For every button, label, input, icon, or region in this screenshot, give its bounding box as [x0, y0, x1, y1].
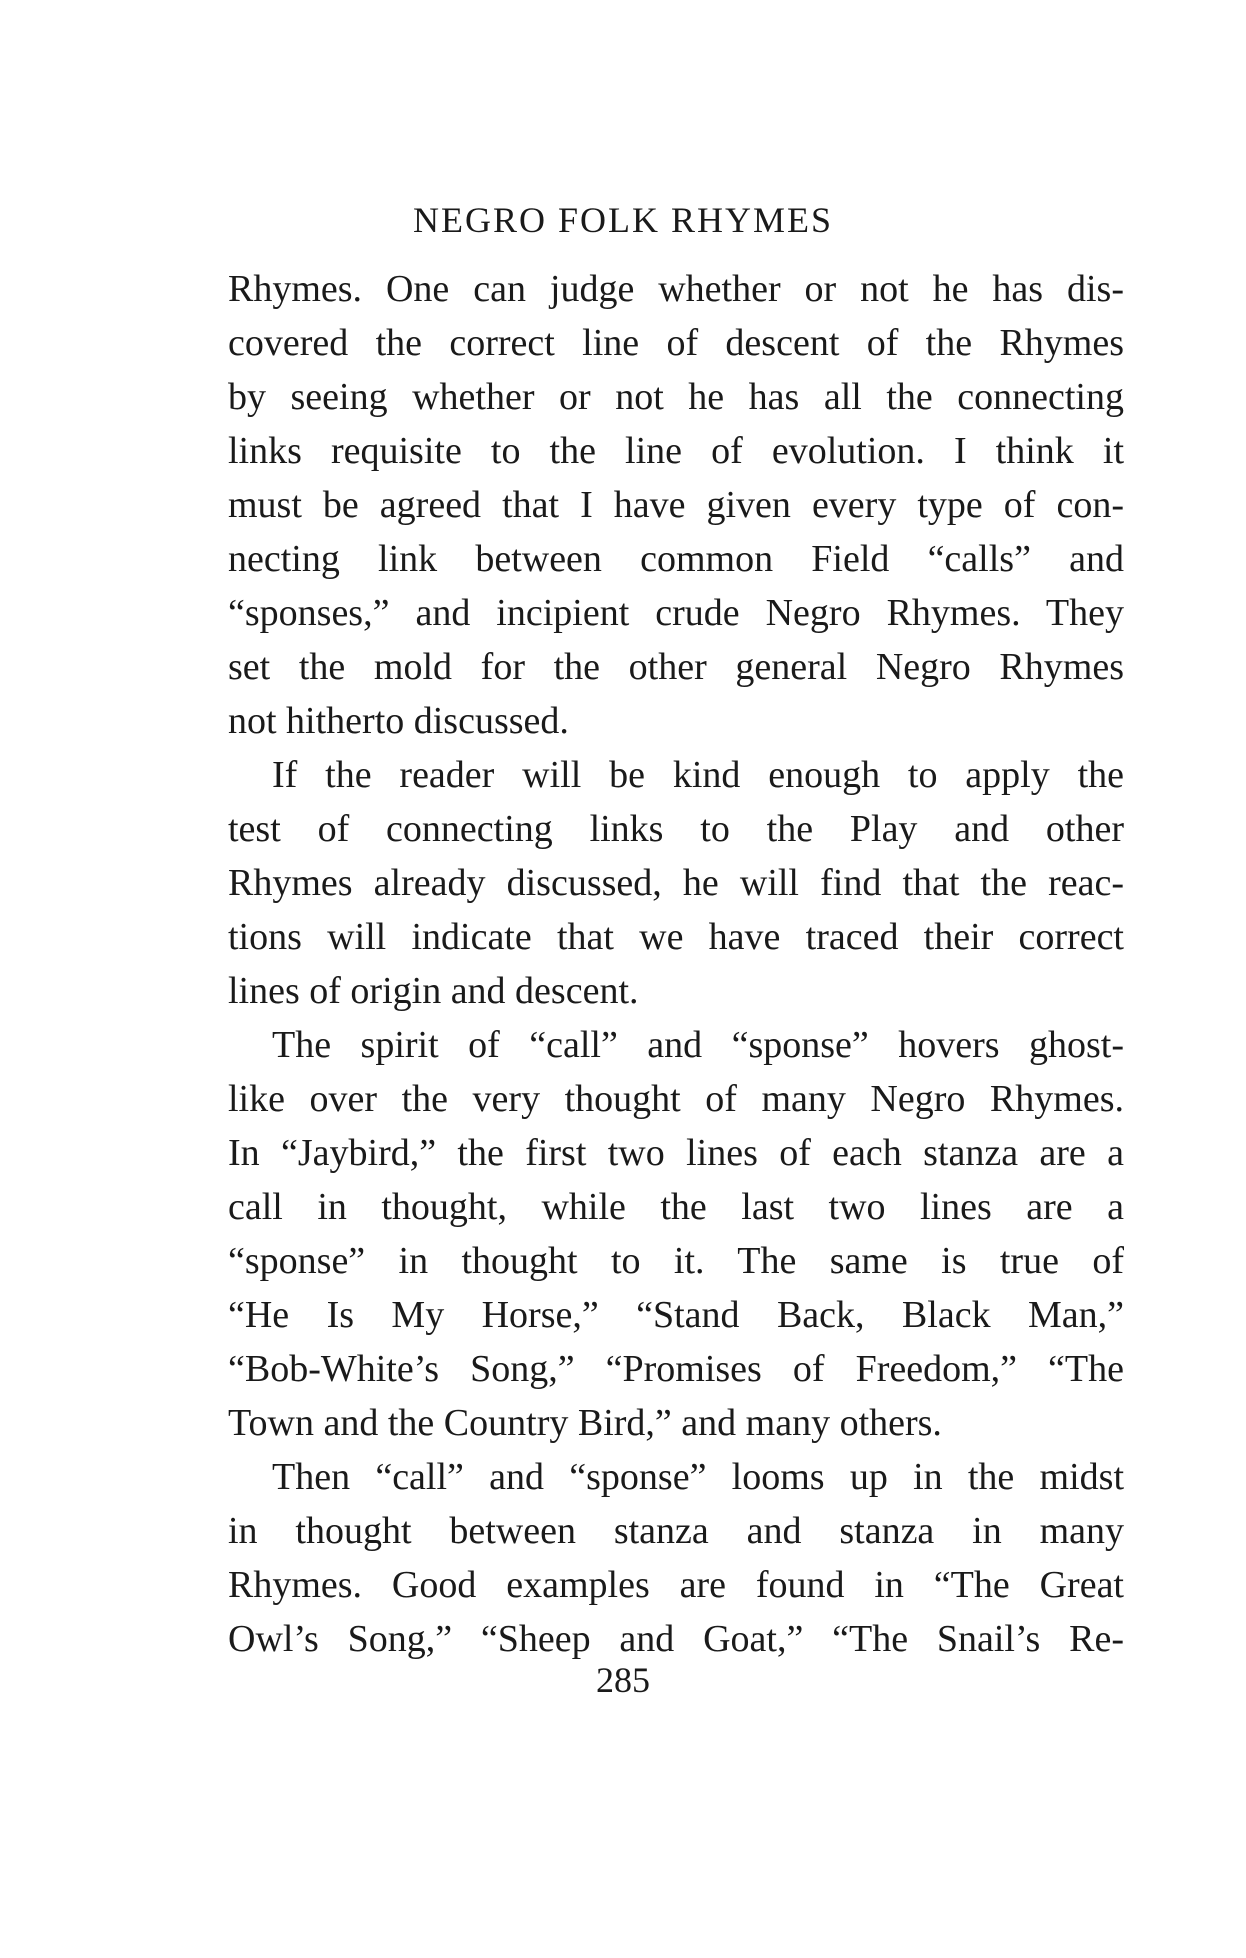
text-line: in thought between stanza and stanza in many	[228, 1510, 1124, 1552]
text-line: call in thought, while the last two lines are a	[228, 1186, 1124, 1228]
text-line: “Bob-White’s Song,” “Promises of Freedom,” “The	[228, 1348, 1124, 1390]
page-number: 285	[596, 1660, 650, 1700]
text-line: “He Is My Horse,” “Stand Back, Black Man,”	[228, 1294, 1124, 1336]
text-line: must be agreed that I have given every type of con-	[228, 484, 1124, 526]
body-text	[228, 262, 1124, 1666]
text-line: If the reader will be kind enough to apply the	[272, 754, 1124, 796]
text-line: like over the very thought of many Negro Rhymes.	[228, 1078, 1124, 1120]
text-line: The spirit of “call” and “sponse” hovers ghost-	[272, 1024, 1124, 1066]
text-line: covered the correct line of descent of the Rhymes	[228, 322, 1124, 364]
text-line: Rhymes. One can judge whether or not he has dis-	[228, 268, 1124, 310]
text-line: by seeing whether or not he has all the connecting	[228, 376, 1124, 418]
text-line: set the mold for the other general Negro Rhymes	[228, 646, 1124, 688]
text-line: tions will indicate that we have traced their correct	[228, 916, 1124, 958]
text-line: Rhymes. Good examples are found in “The Great	[228, 1564, 1124, 1606]
text-line: links requisite to the line of evolution. I think it	[228, 430, 1124, 472]
text-line: “sponses,” and incipient crude Negro Rhymes. They	[228, 592, 1124, 634]
text-line: Town and the Country Bird,” and many others.	[228, 1402, 942, 1444]
text-line: test of connecting links to the Play and other	[228, 808, 1124, 850]
text-line: Owl’s Song,” “Sheep and Goat,” “The Snail’s Re-	[228, 1618, 1124, 1660]
text-line: “sponse” in thought to it. The same is true of	[228, 1240, 1124, 1282]
text-line: lines of origin and descent.	[228, 970, 639, 1012]
text-line: Then “call” and “sponse” looms up in the midst	[272, 1456, 1124, 1498]
text-line: Rhymes already discussed, he will find that the reac-	[228, 862, 1124, 904]
text-line: not hitherto discussed.	[228, 700, 569, 742]
running-head: NEGRO FOLK RHYMES	[412, 200, 834, 240]
text-line: necting link between common Field “calls” and	[228, 538, 1124, 580]
text-line: In “Jaybird,” the first two lines of each stanza are a	[228, 1132, 1124, 1174]
